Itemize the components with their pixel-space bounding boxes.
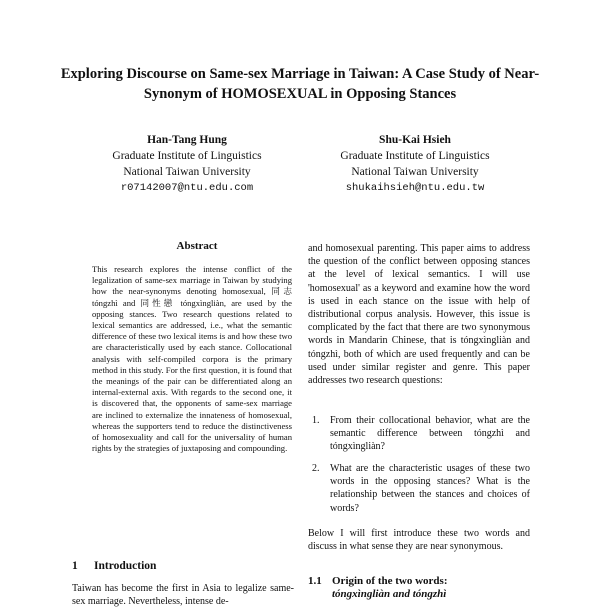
abstract-heading: Abstract: [176, 240, 218, 252]
section-title: Introduction: [94, 560, 157, 572]
author-name: Shu-Kai Hsieh: [379, 134, 451, 146]
question-number: 2.: [312, 463, 320, 474]
abstract-text: This research explores the intense conflict of the legalization of same-sex marriage in Taiwan by studying how the near-synonyms denoting homosexual, 同志 tóngzhì and 同性戀 tóngxìngliàn, are used by the opposing stances. Two research questions related to lexical semantics are addressed, i.e., what the semantic difference of these two lexical items is and how these two are characteristically used by each stance. Collocational analysis with self-compiled corpora is the primary method in this study. For the first question, it is found that the meanings of the pair can be differentiated along an internal-external axis. With regards to the second one, it is discovered that, the opponents of same-sex marriage are inclined to externalize the innateness of homosexual, whereas the supporters tend to reduce the distinctiveness of homosexuality and call for the universality of human rights by the strategies of juxtaposing and compounding.: [92, 264, 292, 454]
author-email[interactable]: shukaihsieh@ntu.edu.tw: [345, 182, 485, 194]
author-affiliation: Graduate Institute of Linguistics: [340, 150, 490, 162]
research-question-2: [312, 462, 530, 515]
subsection-heading: [308, 575, 448, 601]
author-email[interactable]: r07142007@ntu.edu.com: [120, 182, 254, 194]
research-question-1: [312, 414, 530, 454]
subsection-number: 1.1: [308, 575, 322, 587]
subsection-title-line1: Origin of the two words:: [332, 575, 448, 587]
author-university: National Taiwan University: [351, 166, 479, 178]
author-affiliation: Graduate Institute of Linguistics: [112, 150, 262, 162]
right-column-paragraph-1: and homosexual parenting. This paper aims to address the question of the conflict between opposing stances at the level of lexical semantics. I will use 'homosexual' as a keyword and examine how the word is used in each stance on the issue with help of distributional corpus analysis. However, this issue is complicated by the fact that there are two synonymous words in Mandarin Chinese, that is tóngxìngliàn and tóngzhì, both of which are used frequently and can be used under similar register and genre. This paper addresses two research questions:: [308, 243, 530, 387]
question-number: 1.: [312, 415, 320, 426]
introduction-text: Taiwan has become the first in Asia to legalize same-sex marriage. Nevertheless, intense de-: [72, 583, 294, 607]
section-heading-introduction: [72, 560, 156, 572]
author-block-1: [72, 132, 302, 196]
author-block-2: [300, 132, 530, 196]
question-text: From their collocational behavior, what are the semantic difference between tóngzhì and tóngxìngliàn?: [330, 415, 530, 453]
right-column-paragraph-2: Below I will first introduce these two words and discuss in what sense they are near synonymous.: [308, 528, 530, 553]
subsection-title-line2: tóngxìngliàn and tóngzhì: [332, 588, 447, 600]
section-number: 1: [72, 560, 78, 572]
author-university: National Taiwan University: [123, 166, 251, 178]
author-name: Han-Tang Hung: [147, 134, 227, 146]
question-text: What are the characteristic usages of these two words in the opposing stances? What is the relationship between the stances and choices of words?: [330, 463, 530, 514]
paper-title: Exploring Discourse on Same-sex Marriage in Taiwan: A Case Study of Near-Synonym of HOMOSEXUAL in Opposing Stances: [60, 66, 540, 102]
